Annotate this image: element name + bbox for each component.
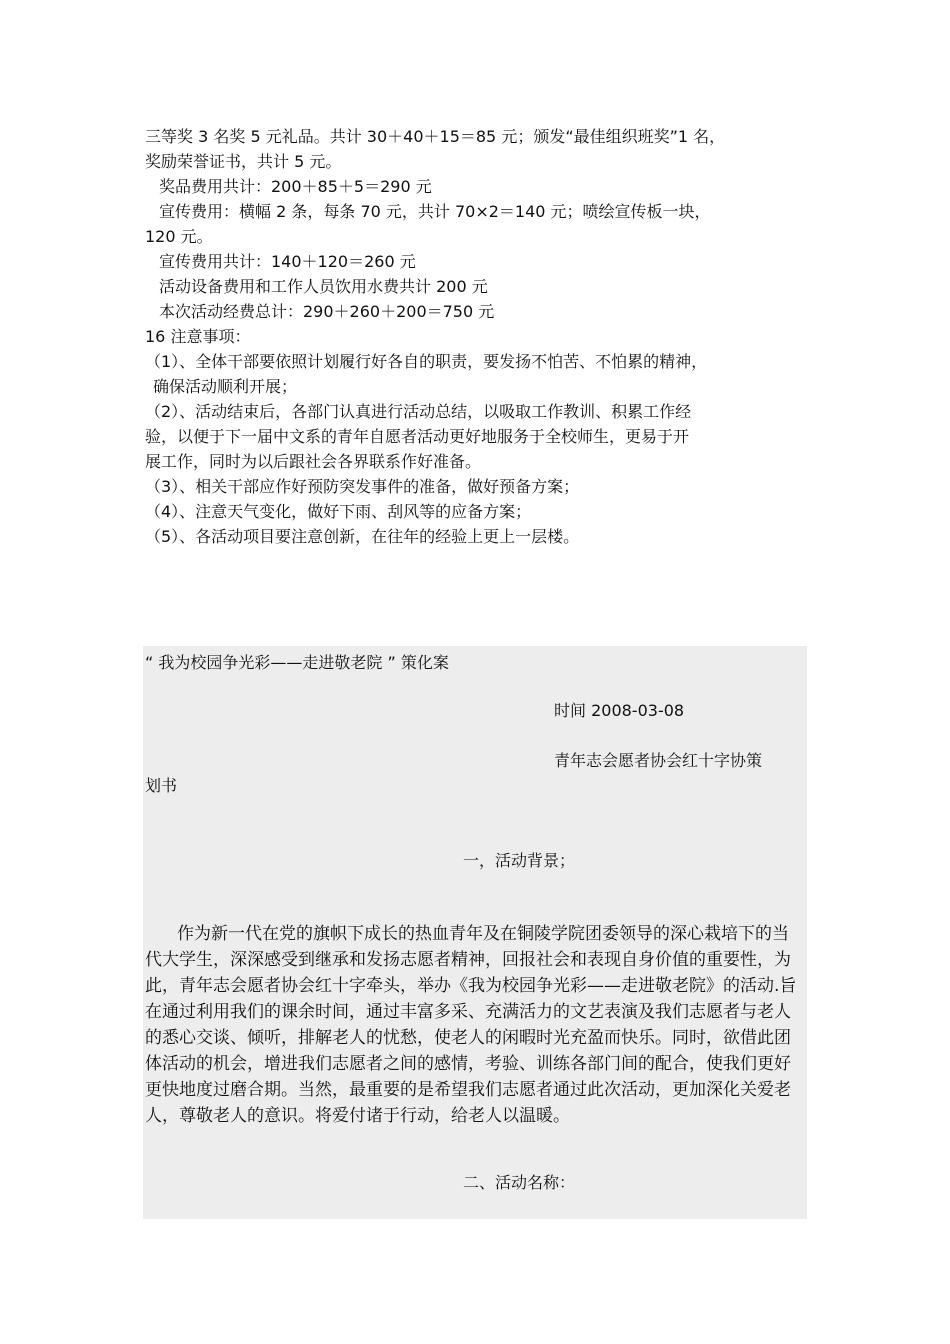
budget-and-notes-section: [145, 124, 825, 549]
text-line: 奖励荣誉证书，共计 5 元。: [145, 152, 342, 171]
list-item-continuation: 展工作，同时为以后跟社会各界联系作好准备。: [145, 452, 482, 471]
list-item-continuation: 确保活动顺利开展；: [153, 377, 298, 396]
list-item: （3）、相关干部应作好预防突发事件的准备，做好预备方案；: [145, 477, 580, 496]
text-line: 三等奖 3 名奖 5 元礼品。共计 30＋40＋15＝85 元；颁发“最佳组织班奖”1 名，: [145, 127, 726, 146]
text-line: 本次活动经费总计：290＋260＋200＝750 元: [159, 302, 495, 321]
section-heading-activity-name: 二、活动名称：: [463, 1173, 576, 1192]
list-item: （2）、活动结束后，各部门认真进行活动总结，以吸取工作教训、积累工作经: [145, 402, 692, 421]
text-line: 宣传费用：横幅 2 条，每条 70 元，共计 70×2＝140 元；喷绘宣传板一块，: [159, 202, 711, 221]
section-heading-background: 一，活动背景；: [463, 851, 576, 870]
text-line: 宣传费用共计：140＋120＝260 元: [159, 252, 416, 271]
background-paragraph: 作为新一代在党的旗帜下成长的热血青年及在铜陵学院团委领导的深心栽培下的当代大学生，深深感受到继承和发扬志愿者精神，回报社会和表现自身价值的重要性，为此，青年志会愿者协会红十字牵头，举办《我为校园争光彩——走进敬老院》的活动.旨在通过利用我们的课余时间，通过丰富多采、充满活力的文艺表演及我们志愿者与老人的悉心交谈、倾听，排解老人的忧愁，使老人的闲暇时光充盈而快乐。同时，欲借此团体活动的机会，增进我们志愿者之间的感情，考验、训练各部门间的配合，使我们更好更快地度过磨合期。当然，最重要的是希望我们志愿者通过此次活动，更加深化关爱老人，尊敬老人的意识。将爱付诸于行动，给老人以温暖。: [145, 924, 797, 1126]
list-item: （1）、全体干部要依照计划履行好各自的职责，要发扬不怕苦、不怕累的精神，: [145, 352, 708, 371]
plan-organization: 青年志会愿者协会红十字协策: [554, 751, 763, 770]
list-item-continuation: 验，以便于下一届中文系的青年自愿者活动更好地服务于全校师生，更易于开: [145, 427, 690, 446]
plan-organization-continuation: 划书: [145, 776, 178, 795]
list-item: （4）、注意天气变化，做好下雨、刮风等的应备方案；: [145, 502, 532, 521]
plan-document-panel: [143, 646, 807, 1219]
text-line: 奖品费用共计：200＋85＋5＝290 元: [159, 177, 432, 196]
plan-title: “ 我为校园争光彩——走进敬老院 ” 策化案: [145, 653, 449, 672]
section-heading: 16 注意事项：: [145, 327, 251, 346]
plan-date: 时间 2008-03-08: [554, 701, 685, 720]
text-line: 120 元。: [145, 227, 213, 246]
list-item: （5）、各活动项目要注意创新，在往年的经验上更上一层楼。: [145, 527, 580, 546]
text-line: 活动设备费用和工作人员饮用水费共计 200 元: [159, 277, 488, 296]
